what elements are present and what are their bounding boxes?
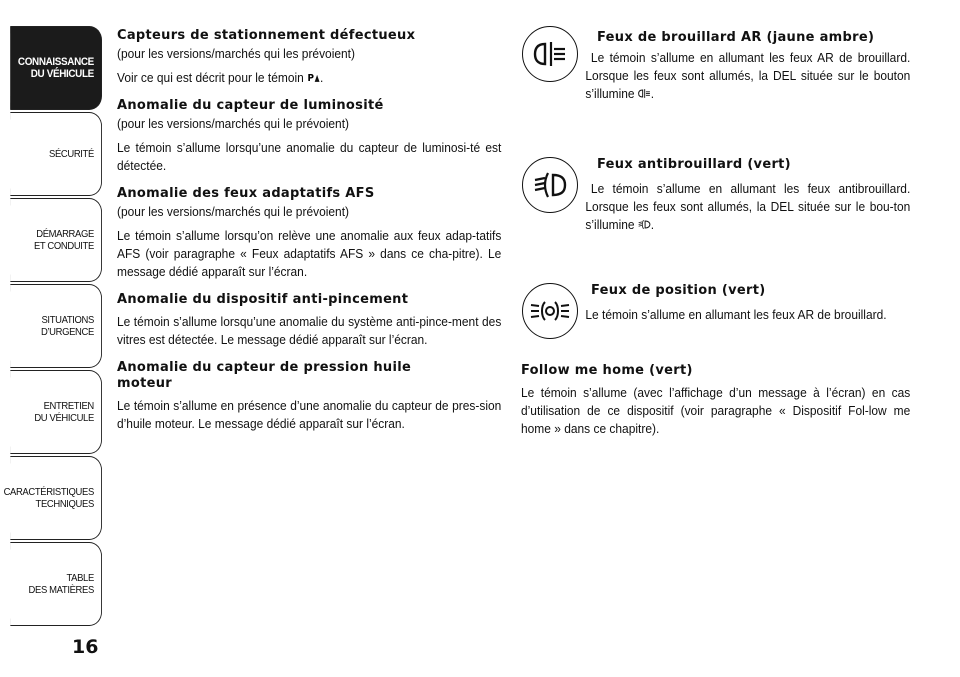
section-afs bbox=[117, 186, 502, 281]
tab-situations-urgence[interactable] bbox=[10, 284, 102, 368]
tab-label: ENTRETIEN DU VÉHICULE bbox=[34, 399, 94, 424]
tab-connaissance-du-vehicule[interactable] bbox=[10, 26, 102, 110]
rear-fog-light-icon bbox=[638, 88, 651, 99]
section-rear-fog-lights bbox=[521, 30, 911, 103]
section-title: Feux de brouillard AR (jaune ambre) bbox=[597, 30, 875, 45]
tab-label: SITUATIONS D’URGENCE bbox=[40, 313, 94, 338]
page-number: 16 bbox=[72, 636, 99, 658]
tab-caracteristiques-techniques[interactable] bbox=[3, 456, 102, 540]
tab-entretien-du-vehicule[interactable] bbox=[10, 370, 102, 454]
section-text: Le témoin s’allume en présence d’une anomalie du capteur de pres-sion d’huile moteur. Le message dédié apparaît sur l’écran. bbox=[117, 398, 502, 431]
section-light-sensor bbox=[117, 98, 502, 175]
tab-label: DÉMARRAGE ET CONDUITE bbox=[33, 227, 94, 252]
section-front-fog-lights bbox=[521, 157, 911, 234]
tab-label: TABLE DES MATIÈRES bbox=[28, 571, 94, 596]
section-title: Anomalie du dispositif anti-pincement bbox=[117, 292, 409, 307]
section-follow-me-home bbox=[521, 363, 911, 438]
tab-table-des-matieres[interactable] bbox=[10, 542, 102, 626]
section-text: Le témoin s’allume lorsqu’une anomalie du système anti-pince-ment des vitres est détectée. Le message dédié apparaît sur l’écran. bbox=[117, 314, 502, 347]
section-text: Le témoin s’allume lorsqu’une anomalie du capteur de luminosi-té est détectée. bbox=[117, 140, 502, 173]
section-anti-pinch bbox=[117, 292, 502, 349]
tab-demarrage-et-conduite[interactable] bbox=[10, 198, 102, 282]
section-text: Le témoin s’allume en allumant les feux AR de brouillard. bbox=[585, 307, 887, 322]
tab-label: CARACTÉRISTIQUES TECHNIQUES bbox=[3, 485, 94, 510]
section-text: Le témoin s’allume en allumant les feux antibrouillard. Lorsque les feux sont allumés, la DEL située sur le bou-ton s’illumine . bbox=[585, 181, 911, 232]
front-fog-light-icon bbox=[638, 219, 651, 230]
section-title: Anomalie du capteur de pression huile moteur bbox=[117, 360, 412, 391]
svg-text:P: P bbox=[307, 72, 314, 83]
section-title: Capteurs de stationnement défectueux bbox=[117, 28, 416, 43]
section-title: Anomalie du capteur de luminosité bbox=[117, 98, 384, 113]
section-title: Feux de position (vert) bbox=[591, 283, 766, 298]
section-title: Anomalie des feux adaptatifs AFS bbox=[117, 186, 375, 201]
section-position-lights bbox=[521, 283, 911, 324]
section-text: Le témoin s’allume lorsqu’on relève une anomalie aux feux adap-tatifs AFS (voir paragraphe « Feux adaptatifs AFS » dans ce cha-pitre). Le message dédié apparaît sur l’écran. bbox=[117, 228, 502, 279]
tab-securite[interactable] bbox=[10, 112, 102, 196]
tab-label: CONNAISSANCE DU VÉHICULE bbox=[17, 55, 94, 80]
section-title: Feux antibrouillard (vert) bbox=[597, 157, 791, 172]
section-text: Le témoin s’allume (avec l’affichage d’un message à l’écran) en cas d’utilisation de ce dispositif (voir paragraphe « Dispositif Fol-low me home » dans ce chapitre). bbox=[521, 385, 911, 436]
section-title: Follow me home (vert) bbox=[521, 363, 693, 378]
tab-label: SÉCURITÉ bbox=[48, 147, 94, 160]
section-text: Le témoin s’allume en allumant les feux AR de brouillard. Lorsque les feux sont allumés, la DEL située sur le bouton s’illumine . bbox=[585, 50, 911, 101]
section-oil-pressure-sensor bbox=[117, 360, 502, 433]
section-subtitle: (pour les versions/marchés qui le prévoient) bbox=[117, 116, 349, 131]
parking-sensor-icon bbox=[307, 72, 320, 83]
section-subtitle: (pour les versions/marchés qui le prévoient) bbox=[117, 204, 349, 219]
section-text: Voir ce qui est décrit pour le témoin P . bbox=[117, 70, 324, 85]
left-column bbox=[117, 28, 502, 444]
section-subtitle: (pour les versions/marchés qui les prévoient) bbox=[117, 46, 355, 61]
section-parking-sensors bbox=[117, 28, 502, 87]
